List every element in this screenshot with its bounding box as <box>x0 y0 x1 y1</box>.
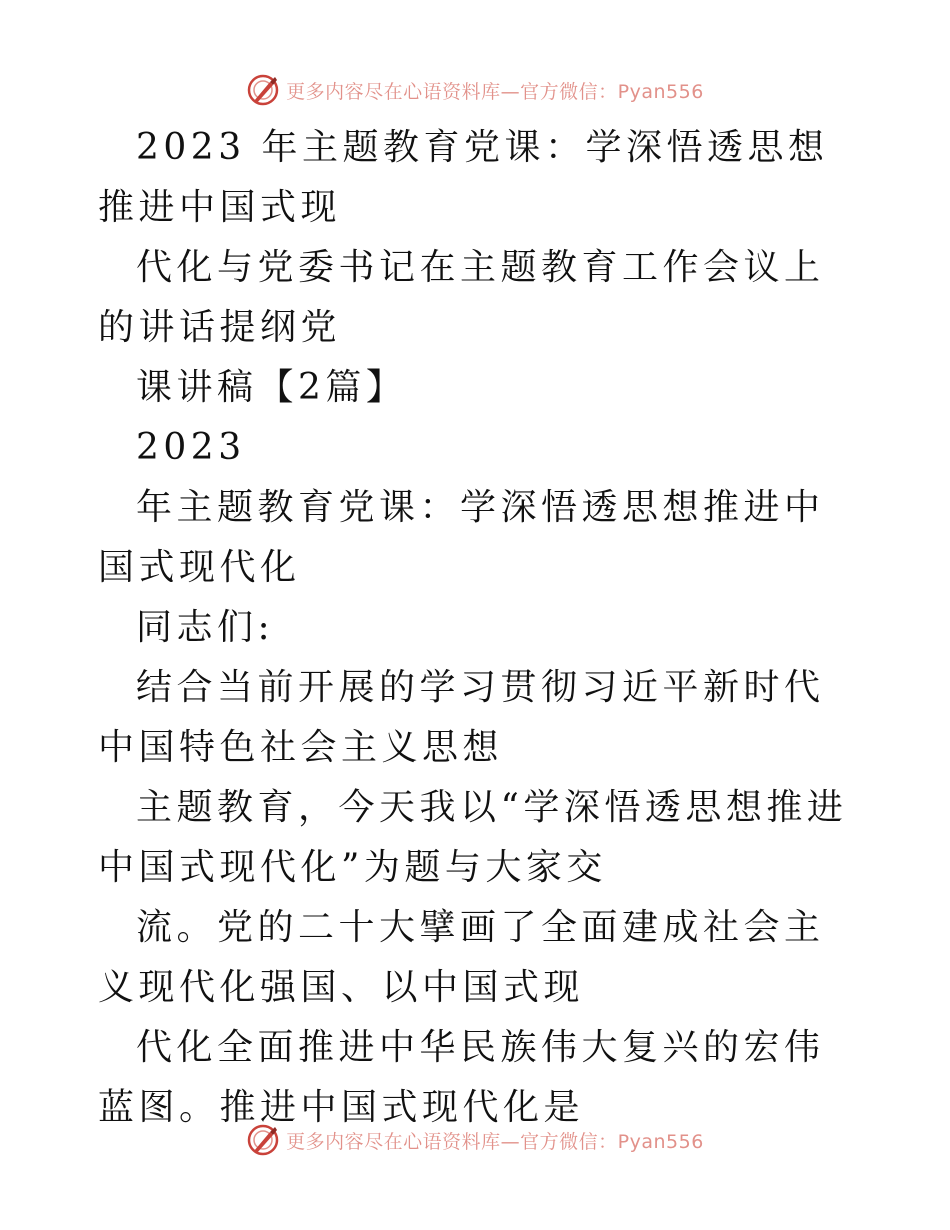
header-watermark <box>0 70 950 110</box>
paragraph: 2023 年主题教育党课：学深悟透思想推进中国式现 <box>98 127 829 228</box>
document-body <box>98 118 858 1138</box>
paragraph: 流。党的二十大擘画了全面建成社会主义现代化强国、以中国式现 <box>98 907 825 1008</box>
paragraph: 课讲稿【2篇】 <box>136 367 407 408</box>
watermark-text: 更多内容尽在心语资料库—官方微信：Pyan556 <box>286 80 704 103</box>
watermark-text: 更多内容尽在心语资料库—官方微信：Pyan556 <box>286 1130 704 1153</box>
footer-watermark <box>0 1120 950 1160</box>
quill-pen-logo-icon <box>246 73 280 107</box>
paragraph: 代化全面推进中华民族伟大复兴的宏伟蓝图。推进中国式现代化是 <box>98 1027 825 1128</box>
paragraph: 同志们: <box>136 607 275 648</box>
quill-pen-logo-icon <box>246 1123 280 1157</box>
paragraph: 主题教育，今天我以“学深悟透思想推进中国式现代化”为题与大家交 <box>98 787 848 888</box>
paragraph: 年主题教育党课：学深悟透思想推进中国式现代化 <box>98 487 825 588</box>
paragraph: 代化与党委书记在主题教育工作会议上的讲话提纲党 <box>98 247 825 348</box>
paragraph: 2023 <box>136 427 246 468</box>
paragraph: 结合当前开展的学习贯彻习近平新时代中国特色社会主义思想 <box>98 667 825 768</box>
